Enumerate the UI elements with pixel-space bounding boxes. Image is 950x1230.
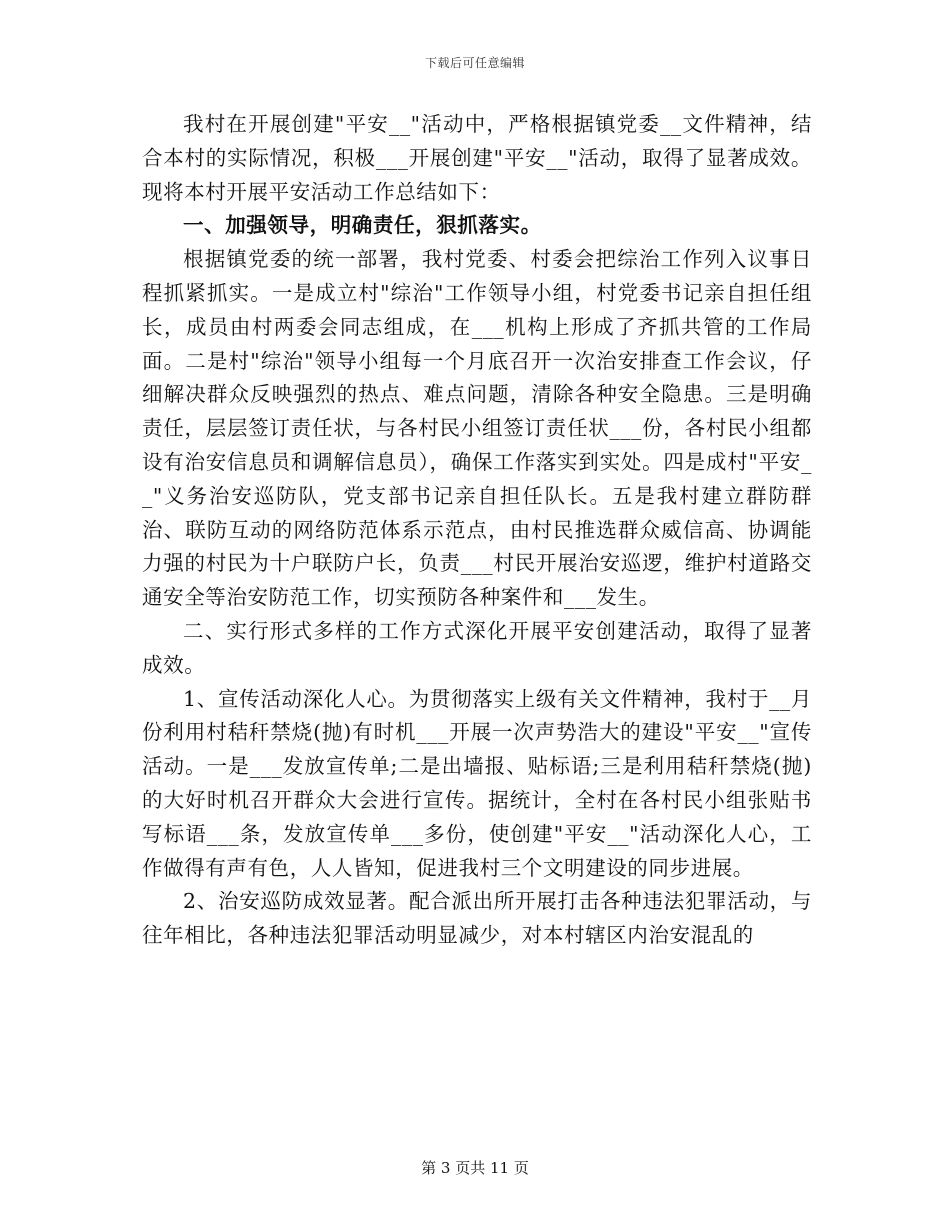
paragraph-intro: 我村在开展创建"平安__"活动中，严格根据镇党委__文件精神，结合本村的实际情况，积极___开展创建"平安__"活动，取得了显著成效。现将本村开展平安活动工作总结如下： <box>142 112 812 204</box>
page-footer: 第 3 页共 11 页 <box>421 1159 529 1177</box>
paragraph-item-2: 2、治安巡防成效显著。配合派出所开展打击各种违法犯罪活动，与往年相比，各种违法犯罪活动明显减少，对本村辖区内治安混乱的 <box>142 889 812 948</box>
section-heading-2: 二、实行形式多样的工作方式深化开展平安创建活动，取得了显著成效。 <box>142 618 812 677</box>
paragraph-section-1: 根据镇党委的统一部署，我村党委、村委会把综治工作列入议事日程抓紧抓实。一是成立村"综治"工作领导小组，村党委书记亲自担任组长，成员由村两委会同志组成，在___机构上形成了齐抓共管的工作局面。二是村"综治"领导小组每一个月底召开一次治安排查工作会议，仔细解决群众反映强烈的热点、难点问题，清除各种安全隐患。三是明确责任，层层签订责任状，与各村民小组签订责任状___份，各村民小组都设有治安信息员和调解信息员），确保工作落实到实处。四是成村"平安__"义务治安巡防队，党支部书记亲自担任队长。五是我村建立群防群治、联防互动的网络防范体系示范点，由村民推选群众威信高、协调能力强的村民为十户联防户长，负责___村民开展治安巡逻，维护村道路交通安全等治安防范工作，切实预防各种案件和___发生。 <box>142 247 812 610</box>
document-body <box>142 108 812 953</box>
page-header: 下载后可任意编辑 <box>424 56 525 70</box>
paragraph-item-1: 1、宣传活动深化人心。为贯彻落实上级有关文件精神，我村于__月份利用村秸秆禁烧(抛)有时机___开展一次声势浩大的建设"平安__"宣传活动。一是___发放宣传单;二是出墙报、贴标语;三是利用秸秆禁烧(抛)的大好时机召开群众大会进行宣传。据统计，全村在各村民小组张贴书写标语___条，发放宣传单___多份，使创建"平安__"活动深化人心，工作做得有声有色，人人皆知，促进我村三个文明建设的同步进展。 <box>142 686 812 880</box>
section-heading-1: 一、加强领导，明确责任，狠抓落实。 <box>183 213 542 238</box>
